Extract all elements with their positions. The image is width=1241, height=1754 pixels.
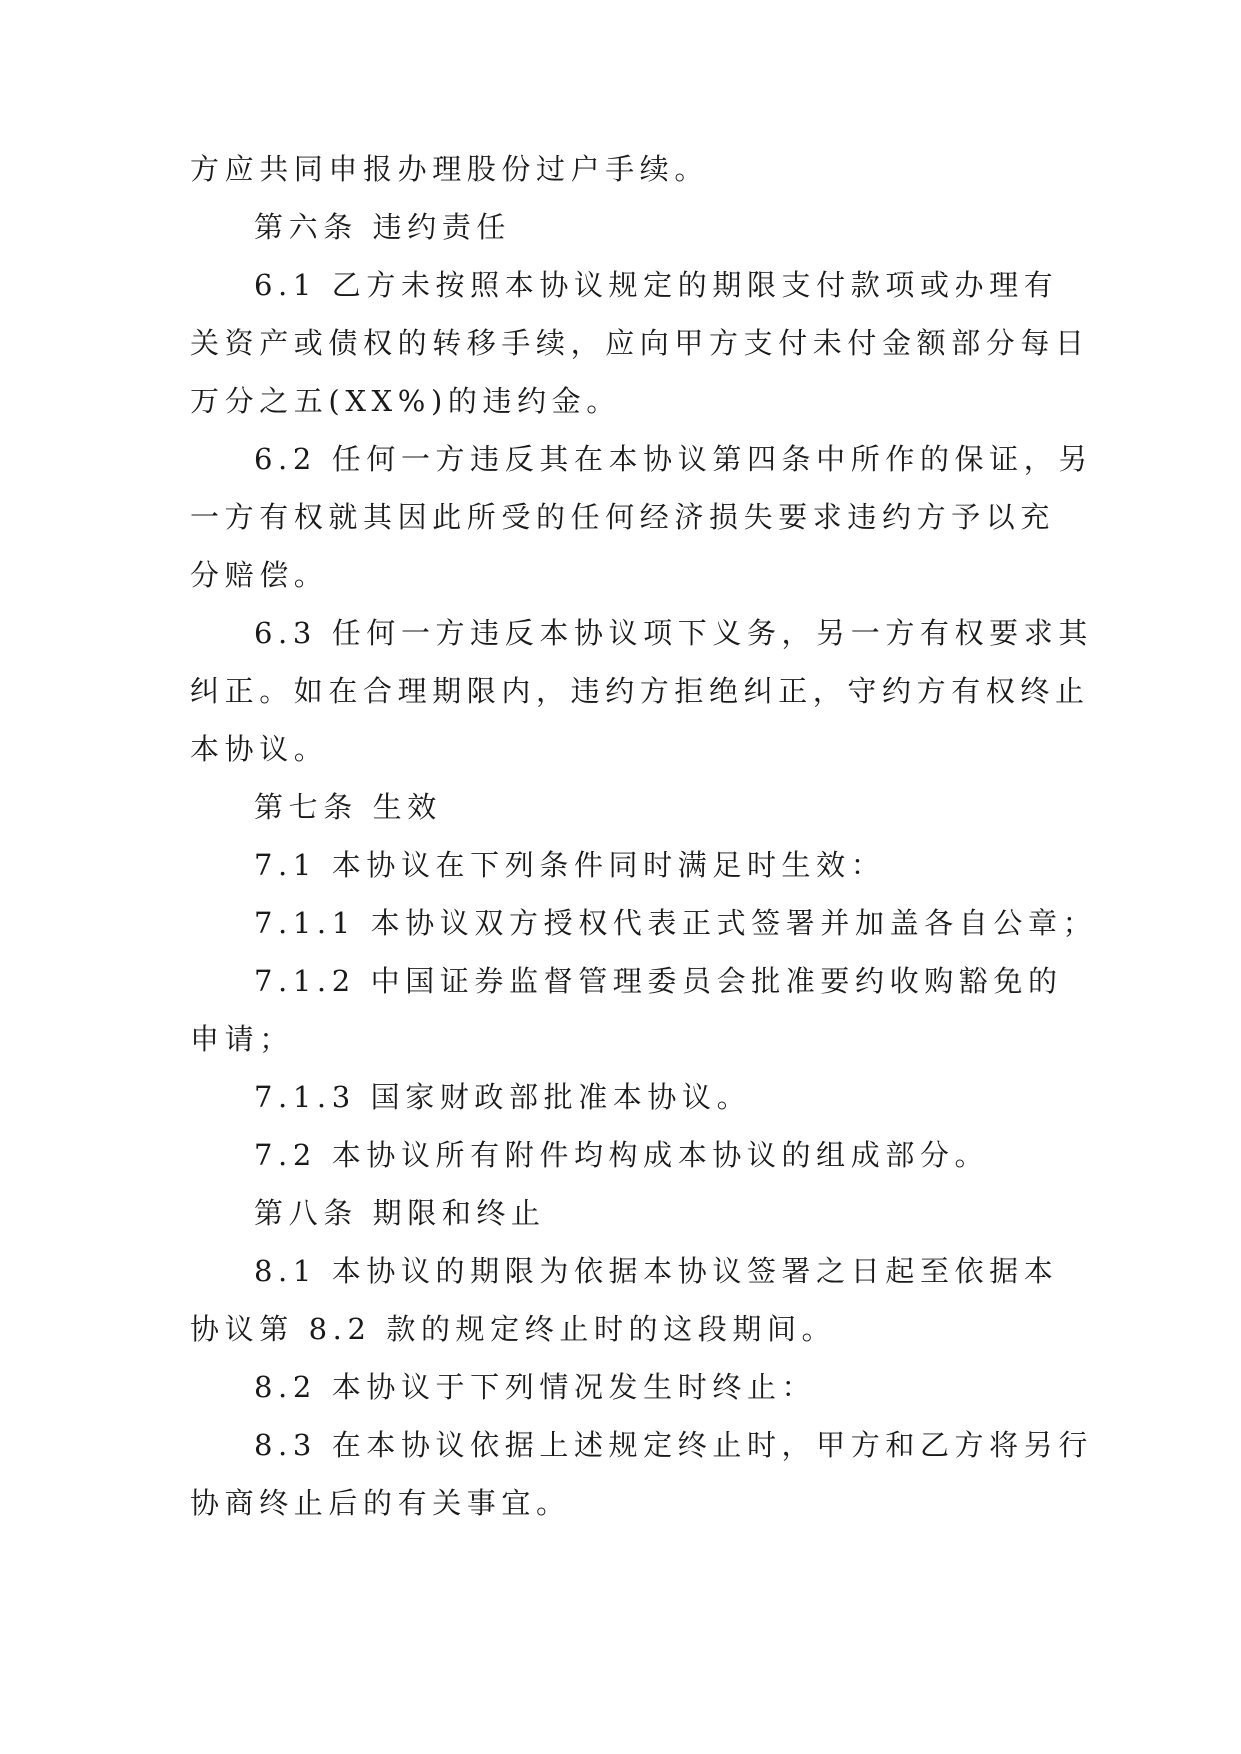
text-line: 协商终止后的有关事宜。 <box>190 1486 571 1520</box>
text-line: 本协议。 <box>190 732 329 766</box>
clause-6-3: 6.3 任何一方违反本协议项下义务，另一方有权要求其 <box>254 616 1093 650</box>
clause-6-2: 6.2 任何一方违反其在本协议第四条中所作的保证，另 <box>254 442 1093 476</box>
clause-8-3: 8.3 在本协议依据上述规定终止时，甲方和乙方将另行 <box>254 1428 1093 1462</box>
clause-7-1-3: 7.1.3 国家财政部批准本协议。 <box>254 1080 752 1114</box>
clause-6-1: 6.1 乙方未按照本协议规定的期限支付款项或办理有 <box>254 268 1059 302</box>
section-heading-8: 第八条 期限和终止 <box>254 1196 546 1230</box>
text-line: 申请； <box>190 1022 294 1056</box>
text-line: 方应共同申报办理股份过户手续。 <box>190 152 710 186</box>
section-heading-7: 第七条 生效 <box>254 790 442 824</box>
clause-7-2: 7.2 本协议所有附件均构成本协议的组成部分。 <box>254 1138 990 1172</box>
clause-7-1-1: 7.1.1 本协议双方授权代表正式签署并加盖各自公章； <box>254 906 1098 940</box>
text-line: 分赔偿。 <box>190 558 329 592</box>
clause-8-1: 8.1 本协议的期限为依据本协议签署之日起至依据本 <box>254 1254 1059 1288</box>
text-line: 关资产或债权的转移手续，应向甲方支付未付金额部分每日 <box>190 326 1090 360</box>
text-line: 一方有权就其因此所受的任何经济损失要求违约方予以充 <box>190 500 1056 534</box>
text-line: 万分之五(XX%)的违约金。 <box>190 384 621 418</box>
clause-8-2: 8.2 本协议于下列情况发生时终止： <box>254 1370 817 1404</box>
text-line: 纠正。如在合理期限内，违约方拒绝纠正，守约方有权终止 <box>190 674 1090 708</box>
clause-7-1: 7.1 本协议在下列条件同时满足时生效： <box>254 848 886 882</box>
section-heading-6: 第六条 违约责任 <box>254 210 512 244</box>
clause-7-1-2: 7.1.2 中国证券监督管理委员会批准要约收购豁免的 <box>254 964 1063 998</box>
text-line: 协议第 8.2 款的规定终止时的这段期间。 <box>190 1312 837 1346</box>
